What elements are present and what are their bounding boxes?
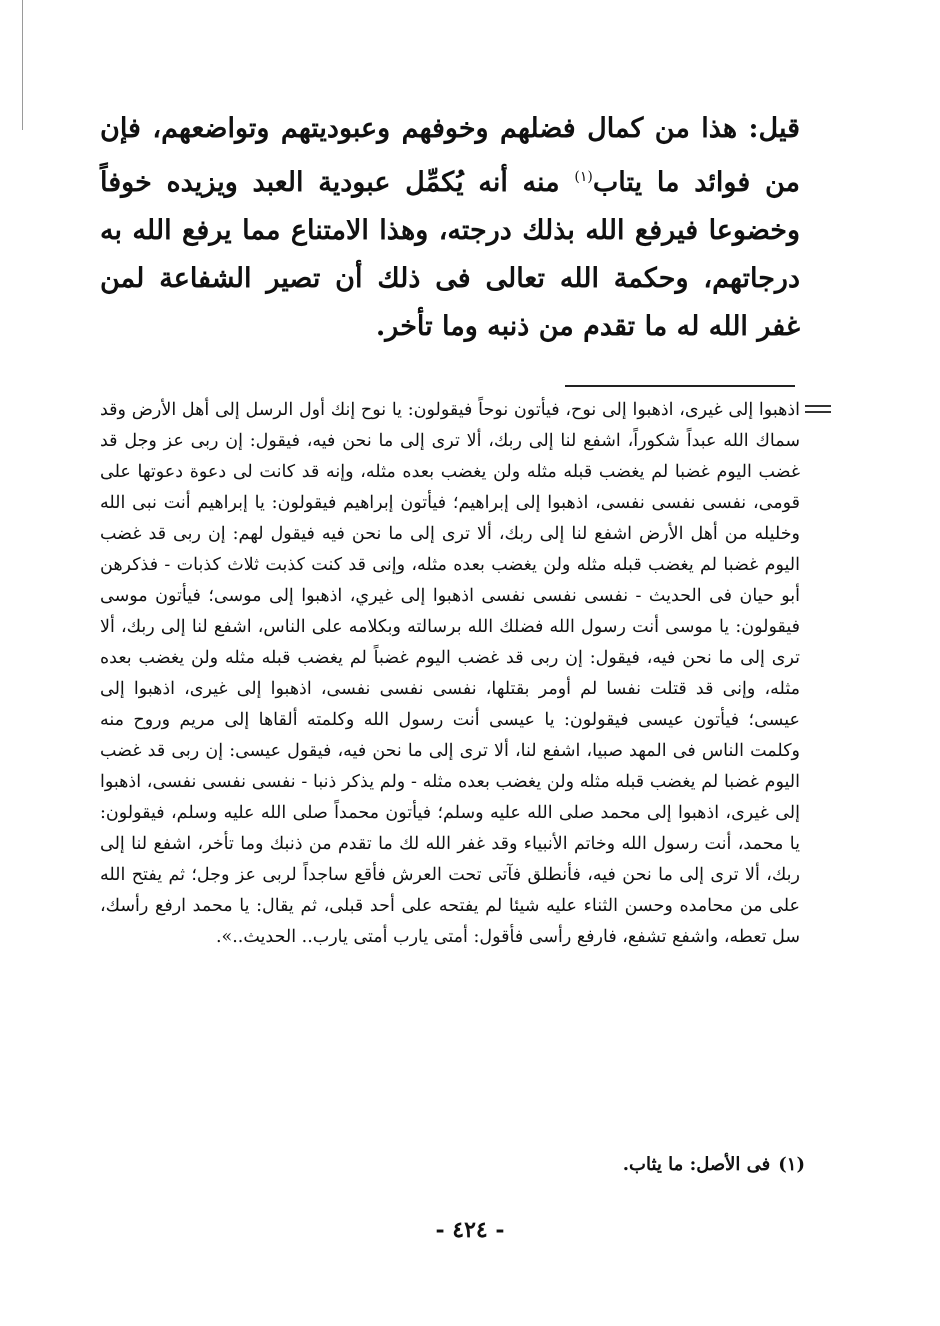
page-number: - ٤٢٤ - bbox=[435, 1217, 505, 1243]
footnote-1-text: فى الأصل: ما يثاب. bbox=[622, 1154, 771, 1175]
footnote-separator bbox=[565, 385, 795, 387]
main-paragraph bbox=[100, 105, 800, 351]
footnote-1 bbox=[100, 1150, 805, 1180]
main-text-part-1: قيل: هذا من كمال فضلهم وخوفهم وعبوديتهم وتواضعهم، فإن من فوائد ما يتاب bbox=[100, 113, 800, 198]
footnote-continuation: اذهبوا إلى غيرى، اذهبوا إلى نوح، فيأتون نوحاً فيقولون: يا نوح إنك أول الرسل إلى أهل الأرض وقد سماك الله عبداً شكوراً، اشفع لنا إلى ربك، ألا ترى إلى ما نحن فيه، فيقول: إن ربى عز وجل قد غضب اليوم غضبا لم يغضب قبله مثله ولن يغضب بعده مثله، وإنه قد كانت لى دعوة دعوتها على قومى، نفسى نفسى نفسى، اذهبوا إلى إبراهيم؛ فيأتون إبراهيم فيقولون: يا إبراهيم أنت نبى الله وخليله من أهل الأرض اشفع لنا إلى ربك، ألا ترى إلى ما نحن فيه فيقول لهم: إن ربى قد غضب اليوم غضبا لم يغضب قبله مثله ولن يغضب بعده مثله، وإنى قد كنت كذبت ثلاث كذبات - فذكرهن أبو حيان فى الحديث - نفسى نفسى نفسى اذهبوا إلى غيري، اذهبوا إلى موسى؛ فيأتون موسى فيقولون: يا موسى أنت رسول الله فضلك الله برسالته وبكلامه على الناس، اشفع لنا إلى ربك، ألا ترى إلى ما نحن فيه، فيقول: إن ربى قد غضب اليوم غضباً لم يغضب قبله مثله ولن يغضب بعده مثله، وإنى قد قتلت نفسا لم أومر بقتلها، نفسى نفسى نفسى، اذهبوا إلى غيرى، اذهبوا إلى عيسى؛ فيأتون عيسى فيقولون: يا عيسى أنت رسول الله وكلمته ألقاها إلى مريم وروح منه وكلمت الناس فى المهد صبيا، اشفع لنا، ألا ترى إلى ما نحن فيه، فيقول عيسى: إن ربى قد غضب اليوم غضبا لم يغضب قبله مثله ولن يغضب بعده مثله - ولم يذكر ذنبا - نفسى نفسى نفسى، اذهبوا إلى غيرى، اذهبوا إلى محمد صلى الله عليه وسلم؛ فيأتون محمداً صلى الله عليه وسلم، فيقولون: يا محمد، أنت رسول الله وخاتم الأنبياء وقد غفر الله لك ما تقدم من ذنبك وما تأخر، اشفع لنا إلى ربك، ألا ترى إلى ما نحن فيه، فأنطلق فآتى تحت العرش فأقع ساجداً لربى عز وجل؛ ثم يفتح الله على من محامده وحسن الثناء عليه شيئا لم يفتحه على أحد قبلى، ثم يقال: يا محمد ارفع رأسك، سل تعطه، واشفع تشفع، فارفع رأسى فأقول: أمتى يارب أمتى يارب.. الحديث..». bbox=[100, 400, 800, 947]
scan-edge-line bbox=[22, 0, 23, 130]
footnote-1-number: (١) bbox=[778, 1154, 805, 1175]
footnote-marker[interactable]: (١) bbox=[574, 169, 593, 185]
continuation-mark bbox=[805, 405, 831, 413]
main-text-part-2: منه أنه يُكمِّل عبودية العبد ويزيده خوفاً وخضوعا فيرفع الله بذلك درجته، وهذا الامتناع مما يرفع الله به درجاتهم، وحكمة الله تعالى فى ذلك أن تصير الشفاعة لمن غفر الله له ما تقدم من ذنبه وما تأخر. bbox=[100, 167, 800, 342]
